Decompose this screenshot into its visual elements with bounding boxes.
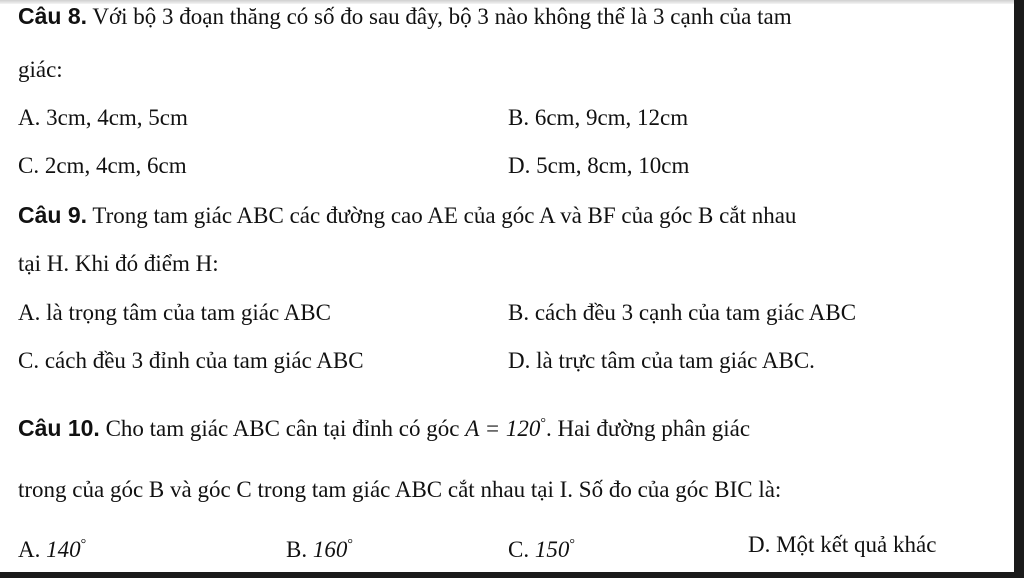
q10-option-c-degree: °: [569, 537, 575, 552]
q10-option-a-degree: °: [80, 537, 87, 552]
q10-text-line2: trong của góc B và góc C trong tam giác ABC cắt nhau tại I. Số đo của góc BIC là:: [18, 477, 782, 502]
q9-line1: [18, 201, 796, 230]
q9-text-line1: Trong tam giác ABC các đường cao AE của góc A và BF của góc B cắt nhau: [87, 203, 797, 228]
q10-angle-math: [465, 416, 546, 441]
q10-option-a: [18, 531, 86, 564]
q10-option-b: [286, 531, 353, 564]
q10-option-d: D. Một kết quả khác: [748, 532, 937, 557]
q8-option-b: B. 6cm, 9cm, 12cm: [508, 105, 689, 130]
q9-option-b: B. cách đều 3 cạnh của tam giác ABC: [508, 300, 857, 325]
right-edge-bar: [1014, 0, 1024, 578]
q10-option-c-value: 150: [534, 537, 570, 562]
q9-number: Câu 9.: [18, 202, 88, 228]
q9-option-d: D. là trực tâm của tam giác ABC.: [508, 348, 815, 373]
q10-line1: [18, 410, 750, 443]
q8-line1: [18, 2, 792, 31]
q8-option-d: D. 5cm, 8cm, 10cm: [508, 153, 690, 178]
q10-option-a-label: A.: [18, 537, 41, 562]
q10-angle-value: A = 120: [465, 416, 541, 441]
q10-text-line1-post: . Hai đường phân giác: [545, 416, 751, 441]
q10-number: Câu 10.: [18, 415, 100, 441]
q10-text-line1-pre: Cho tam giác ABC cân tại đỉnh có góc: [99, 416, 466, 441]
q10-option-b-label: B.: [286, 537, 308, 562]
q10-option-b-degree: °: [347, 537, 353, 552]
q10-option-c: [508, 531, 575, 564]
q10-angle-degree: °: [540, 416, 546, 431]
q8-number: Câu 8.: [18, 3, 88, 29]
q9-option-c: C. cách đều 3 đỉnh của tam giác ABC: [18, 348, 364, 373]
q8-text-line1: Với bộ 3 đoạn thăng có số đo sau đây, bộ 3 nào không thể là 3 cạnh của tam: [87, 4, 792, 29]
q9-option-a: A. là trọng tâm của tam giác ABC: [18, 300, 331, 325]
q10-option-b-value: 160: [312, 537, 348, 562]
q10-option-c-label: C.: [508, 537, 530, 562]
q8-option-a: A. 3cm, 4cm, 5cm: [18, 105, 188, 130]
q10-option-a-value: 140: [46, 537, 81, 562]
q8-text-line2: giác:: [18, 57, 63, 82]
bottom-edge-bar: [0, 572, 1024, 578]
q9-text-line2: tại H. Khi đó điểm H:: [18, 251, 219, 276]
q8-option-c: C. 2cm, 4cm, 6cm: [18, 153, 187, 178]
